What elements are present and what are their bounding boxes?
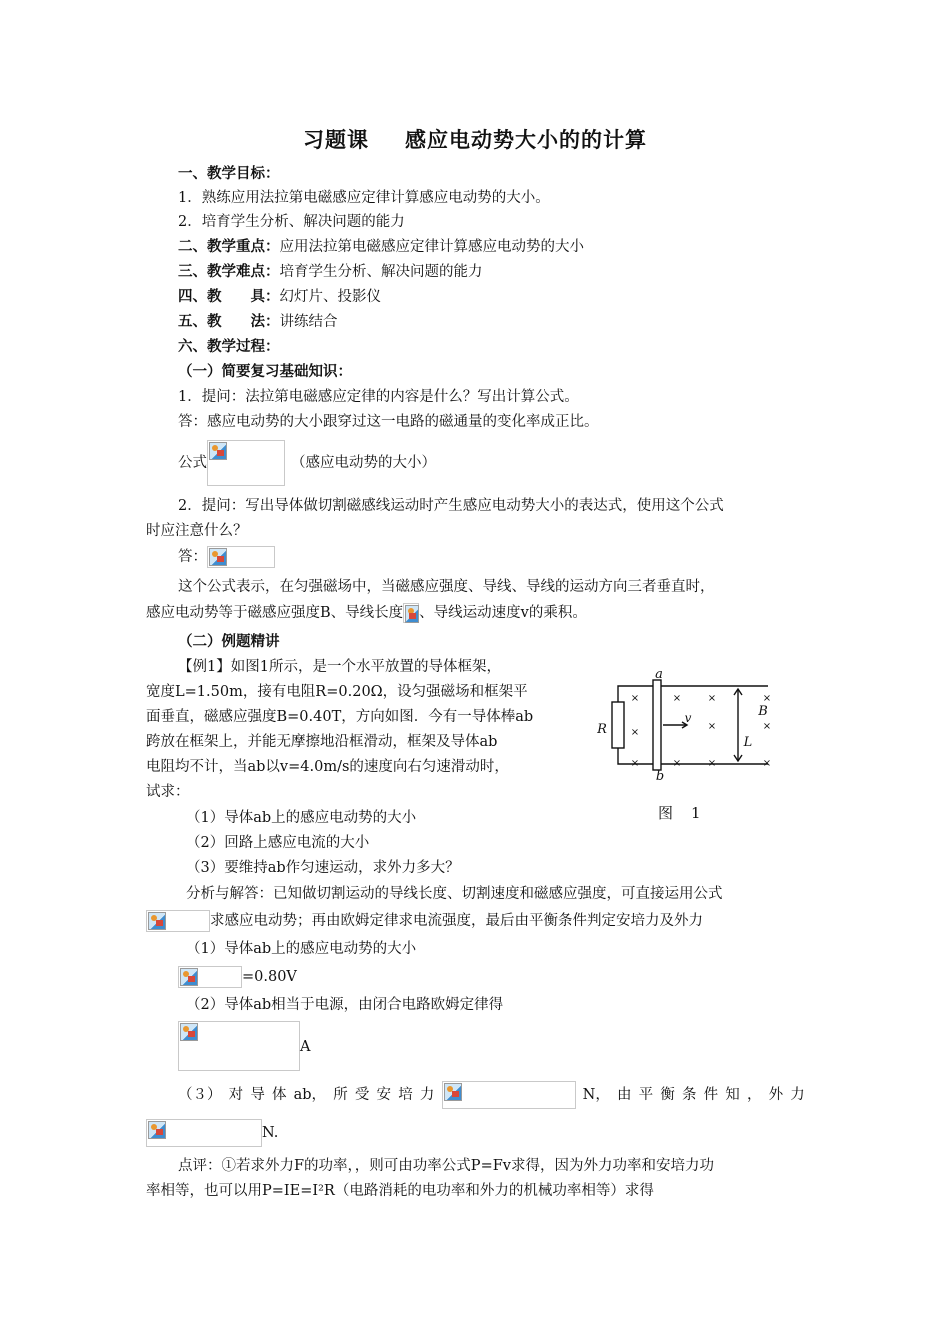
field-label: B bbox=[758, 704, 768, 719]
solution-2-formula-image bbox=[178, 1021, 300, 1071]
solution-3-word: 受 bbox=[354, 1087, 370, 1103]
solution-3-word: 所 bbox=[333, 1087, 348, 1103]
solution-3-word: 体 bbox=[271, 1087, 287, 1103]
objectives-heading: 一、教学目标： bbox=[178, 165, 280, 182]
broken-image-icon bbox=[148, 912, 166, 930]
solution-2-line bbox=[178, 1021, 310, 1071]
solution-3-result-line bbox=[146, 1119, 278, 1147]
field-cross-mark: × bbox=[707, 721, 717, 732]
method-text: 讲练结合 bbox=[279, 314, 338, 330]
velocity-label: v bbox=[684, 711, 692, 725]
explain-line-1: 这个公式表示，在匀强磁场中，当磁感应强度、导线、导线的运动方向三者垂直时， bbox=[178, 579, 715, 595]
lesson-type: 习题课 bbox=[303, 127, 369, 152]
field-cross-mark: × bbox=[630, 693, 640, 704]
example-1-line: 试求： bbox=[146, 784, 190, 800]
key-point-line bbox=[178, 237, 584, 257]
field-cross-mark: × bbox=[762, 693, 772, 704]
example-1-line: 宽度L=1.50m，接有电阻R=0.20Ω，设匀强磁场和框架平 bbox=[146, 684, 528, 700]
lesson-topic: 感应电动势大小的的计算 bbox=[405, 127, 647, 152]
figure-1-diagram bbox=[590, 668, 785, 780]
emf-formula-image bbox=[146, 910, 210, 932]
field-cross-mark: × bbox=[762, 721, 772, 732]
broken-image-icon bbox=[148, 1121, 166, 1139]
difficult-point-label: 三、教学难点： bbox=[178, 263, 280, 280]
process-heading: 六、教学过程： bbox=[178, 338, 280, 355]
solution-1-line bbox=[178, 966, 297, 988]
solution-3-word: 件 bbox=[703, 1087, 719, 1103]
resistor-label: R bbox=[597, 722, 607, 737]
formula-label: 公式 bbox=[178, 455, 207, 471]
solution-3-line bbox=[178, 1081, 805, 1109]
resistor-symbol bbox=[612, 702, 624, 748]
review-question-2-line-1: 2．提问：写出导体做切割磁感线运动时产生感应电动势大小的表达式，使用这个公式 bbox=[178, 498, 724, 514]
difficult-point-line bbox=[178, 262, 483, 282]
broken-image-icon bbox=[209, 548, 227, 566]
example-question: （1）导体ab上的感应电动势的大小 bbox=[186, 810, 417, 826]
solution-3-unit: N. bbox=[262, 1125, 279, 1141]
key-point-label: 二、教学重点： bbox=[178, 238, 280, 255]
solution-1-result: =0.80V bbox=[242, 969, 297, 985]
analysis-text: 求感应电动势；再由欧姆定律求电流强度，最后由平衡条件判定安培力及外力 bbox=[210, 913, 703, 929]
conductor-rod bbox=[653, 680, 661, 770]
review-heading: （一）简要复习基础知识： bbox=[178, 363, 352, 380]
key-point-text: 应用法拉第电磁感应定律计算感应电动势的大小 bbox=[279, 239, 584, 255]
objective-item: 2．培育学生分析、解决问题的能力 bbox=[178, 214, 405, 230]
broken-image-icon bbox=[444, 1083, 462, 1101]
broken-image-icon bbox=[180, 968, 198, 986]
solution-3-word: 安 bbox=[376, 1087, 392, 1103]
review-answer-1: 答：感应电动势的大小跟穿过这一电路的磁通量的变化率成正比。 bbox=[178, 414, 599, 430]
review-answer-2 bbox=[178, 546, 275, 568]
field-cross-mark: × bbox=[630, 758, 640, 769]
solution-3-word: 培 bbox=[398, 1087, 413, 1103]
tools-text: 幻灯片、投影仪 bbox=[279, 289, 381, 305]
examples-heading: （二）例题精讲 bbox=[178, 633, 280, 650]
difficult-point-text: 培育学生分析、解决问题的能力 bbox=[279, 264, 483, 280]
answer-2-label: 答： bbox=[178, 549, 207, 565]
field-cross-mark: × bbox=[672, 693, 682, 704]
solution-1-formula-image bbox=[178, 966, 242, 988]
comment-line-2: 率相等，也可以用P=IE=I²R（电路消耗的电功率和外力的机械功率相等）求得 bbox=[146, 1183, 654, 1199]
answer-2-formula-image bbox=[207, 546, 275, 568]
broken-image-icon bbox=[180, 1023, 198, 1041]
broken-image-icon bbox=[405, 605, 419, 623]
ampere-force-formula-image bbox=[442, 1081, 576, 1109]
solution-3-word: 知 bbox=[725, 1087, 740, 1103]
length-label: L bbox=[743, 735, 753, 750]
solution-3-word: 外 bbox=[768, 1087, 784, 1103]
analysis-line-1: 分析与解答：已知做切割运动的导线长度、切割速度和磁感应强度，可直接运用公式 bbox=[186, 886, 723, 902]
review-question-2-line-2: 时应注意什么？ bbox=[146, 523, 248, 539]
example-question: （2）回路上感应电流的大小 bbox=[186, 835, 370, 851]
figure-1-caption bbox=[658, 802, 701, 823]
solution-3-word: 由 bbox=[617, 1087, 632, 1103]
objective-item: 1．熟练应用法拉第电磁感应定律计算感应电动势的大小。 bbox=[178, 190, 550, 206]
solution-3-word: 条 bbox=[681, 1087, 697, 1103]
page-title bbox=[0, 124, 950, 154]
solution-3-word: （３） bbox=[178, 1087, 222, 1103]
rod-label-top: a bbox=[655, 668, 663, 682]
solution-3-word: 对 bbox=[228, 1087, 244, 1103]
example-1-line: 【例1】如图1所示，是一个水平放置的导体框架， bbox=[178, 659, 501, 675]
field-cross-mark: × bbox=[762, 758, 772, 769]
solution-2-heading: （2）导体ab相当于电源，由闭合电路欧姆定律得 bbox=[186, 997, 504, 1013]
formula-note: （感应电动势的大小） bbox=[291, 455, 436, 471]
solution-3-word: N， bbox=[582, 1087, 610, 1103]
formula-line bbox=[178, 440, 436, 486]
example-question: （3）要维持ab作匀速运动，求外力多大？ bbox=[186, 860, 460, 876]
external-force-formula-image bbox=[146, 1119, 262, 1147]
formula-image bbox=[207, 440, 285, 486]
solution-2-unit: A bbox=[300, 1039, 311, 1055]
field-cross-mark: × bbox=[707, 758, 717, 769]
example-1-line: 面垂直，磁感应强度B=0.40T，方向如图．今有一导体棒ab bbox=[146, 709, 534, 725]
solution-3-word: ab， bbox=[293, 1087, 327, 1103]
solution-3-word: 导 bbox=[250, 1087, 265, 1103]
example-1-line: 跨放在框架上，并能无摩擦地沿框滑动，框架及导体ab bbox=[146, 734, 498, 750]
field-cross-mark: × bbox=[630, 727, 640, 738]
review-question-1: 1．提问：法拉第电磁感应定律的内容是什么？写出计算公式。 bbox=[178, 389, 579, 405]
field-cross-mark: × bbox=[672, 758, 682, 769]
explain-text-b: 、导线运动速度v的乘积。 bbox=[419, 605, 587, 621]
tools-line bbox=[178, 287, 381, 307]
example-1-line: 电阻均不计，当ab以v=4.0m/s的速度向右匀速滑动时， bbox=[146, 759, 509, 775]
solution-1-heading: （1）导体ab上的感应电动势的大小 bbox=[186, 941, 417, 957]
field-cross-mark: × bbox=[707, 693, 717, 704]
rod-label-bottom: b bbox=[655, 769, 665, 780]
broken-image-icon bbox=[209, 442, 227, 460]
solution-3-word: 平 bbox=[638, 1087, 654, 1103]
method-line bbox=[178, 312, 338, 332]
solution-3-word: 衡 bbox=[660, 1087, 675, 1103]
solution-3-word: 力 bbox=[419, 1087, 435, 1103]
solution-3-word: 力 bbox=[790, 1087, 805, 1103]
explain-line-2 bbox=[146, 603, 587, 623]
frame-rails bbox=[618, 686, 768, 764]
solution-3-word: ， bbox=[746, 1087, 762, 1103]
length-symbol-image bbox=[403, 603, 419, 623]
figure-caption-number: 1 bbox=[691, 804, 701, 822]
explain-text-a: 感应电动势等于磁感应强度B、导线长度 bbox=[146, 605, 404, 621]
comment-line-1: 点评：①若求外力F的功率，，则可由功率公式P=Fv求得，因为外力功率和安培力功 bbox=[178, 1158, 714, 1174]
method-label: 五、教 法： bbox=[178, 313, 280, 330]
figure-caption-word: 图 bbox=[658, 804, 674, 822]
tools-label: 四、教 具： bbox=[178, 288, 280, 305]
analysis-line-2 bbox=[146, 910, 703, 932]
